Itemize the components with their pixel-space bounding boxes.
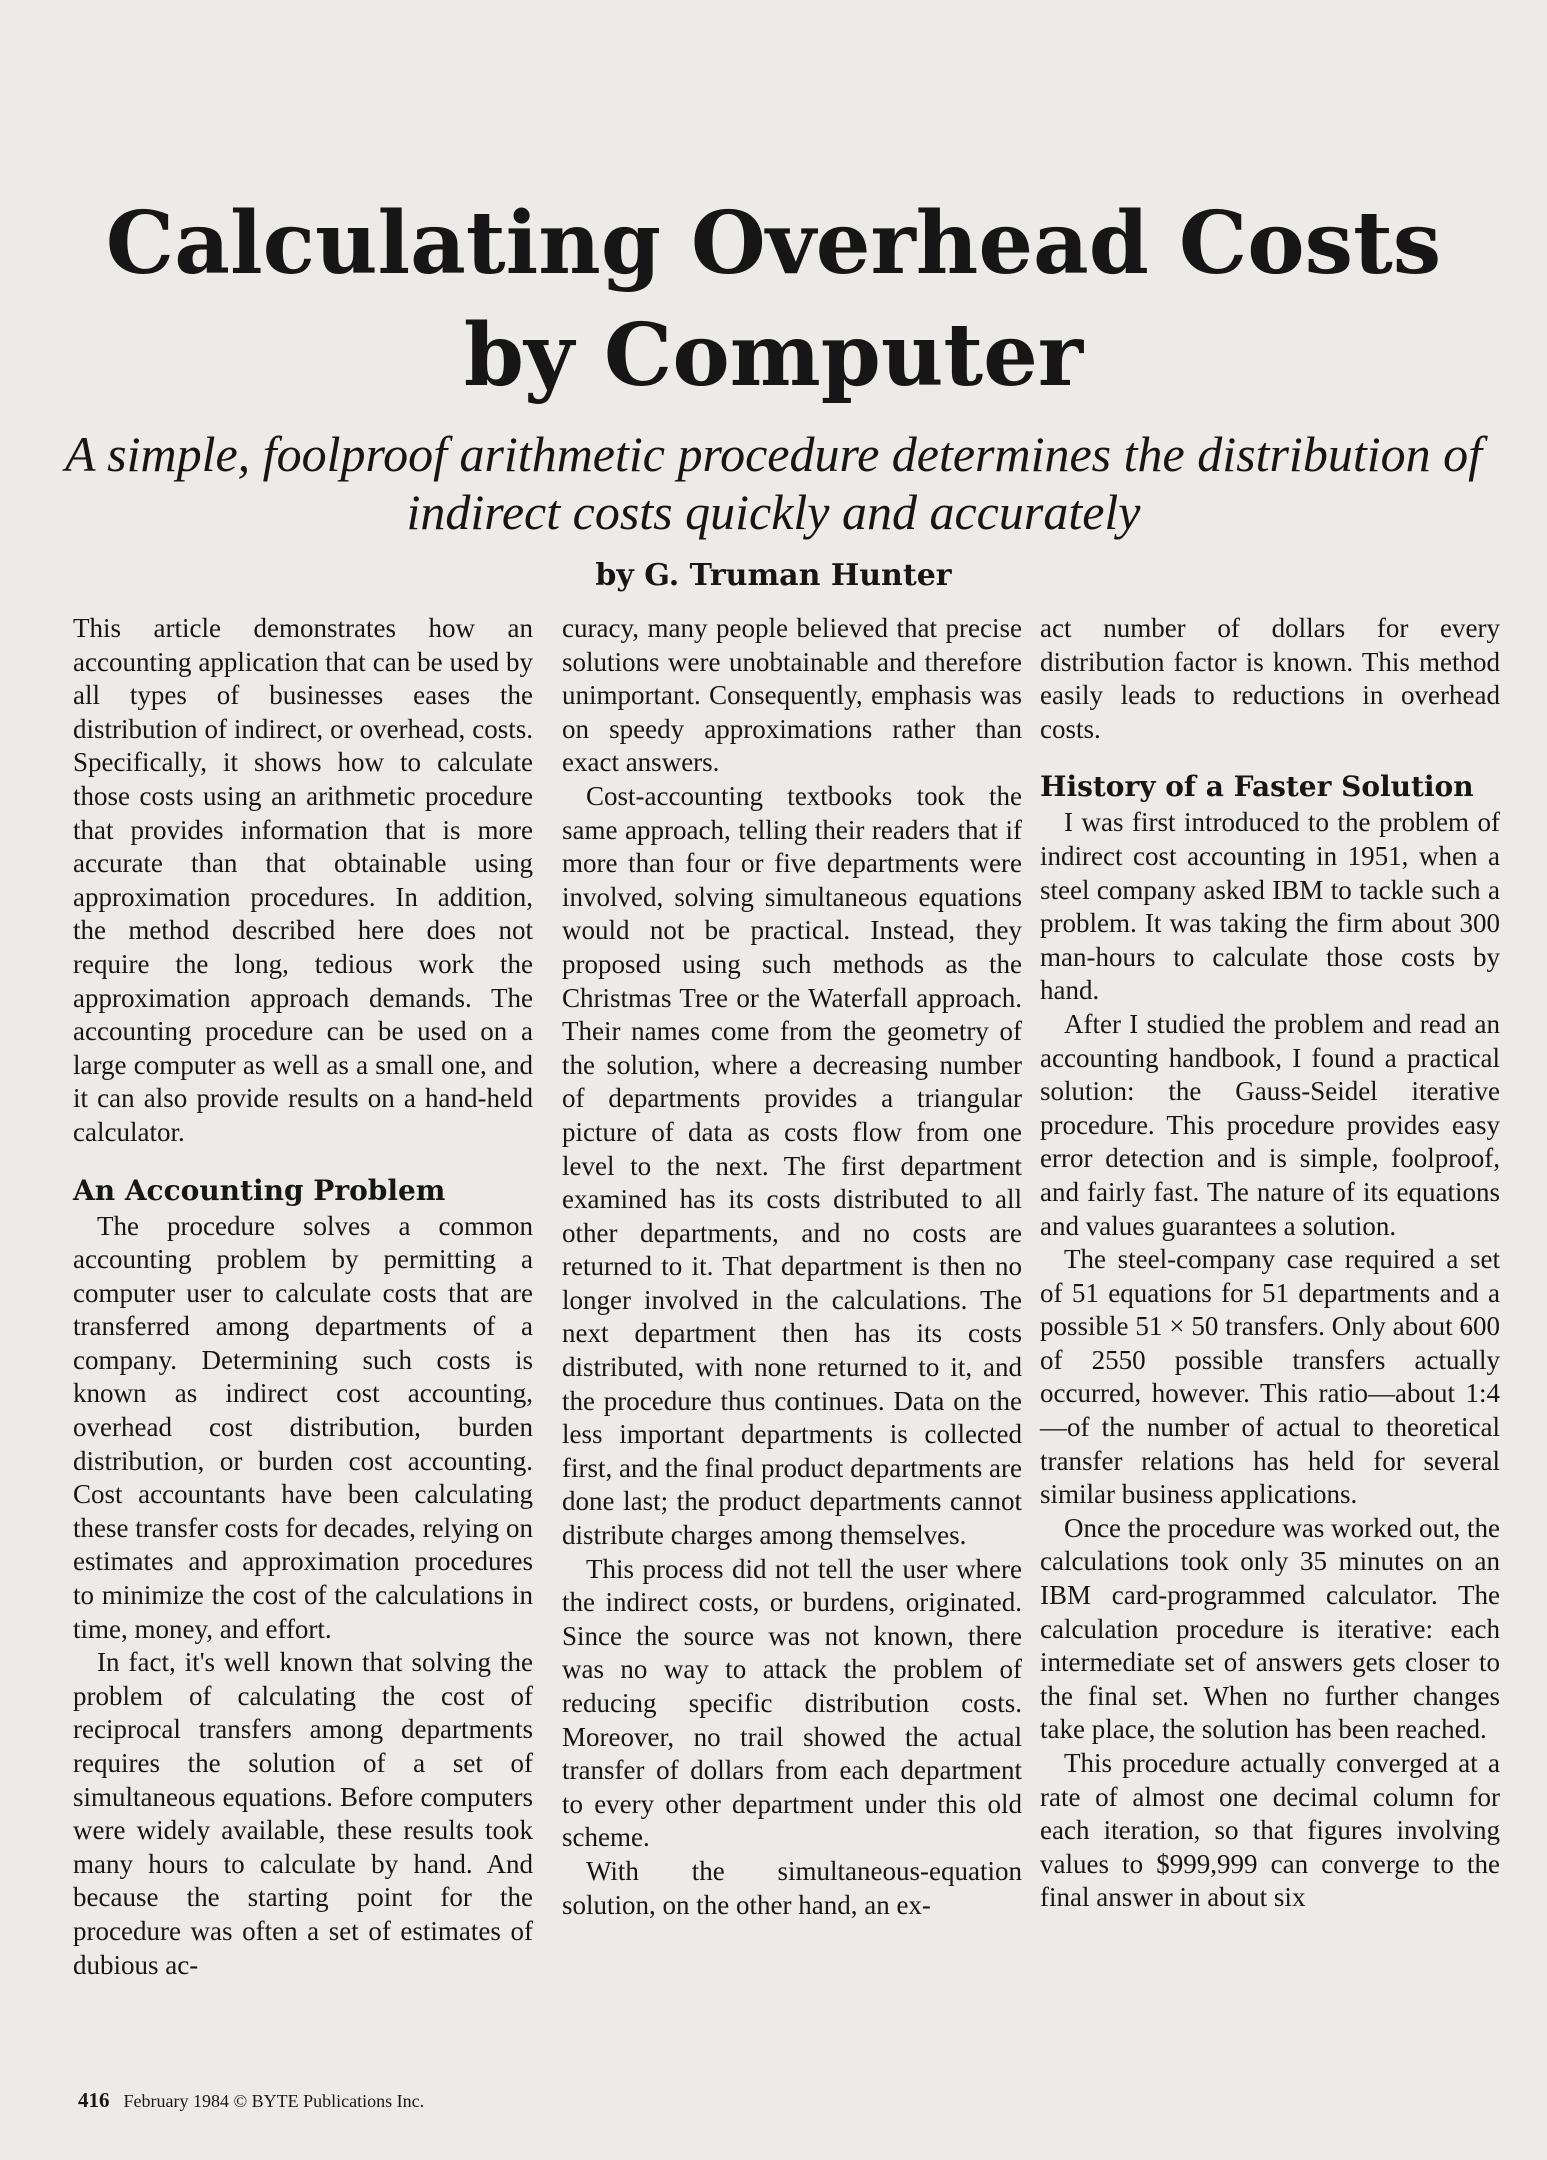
paragraph: Cost-accounting textbooks took the same approach, telling their readers that if more than four or five departments were involved, solving simultaneous equations would not be practical. Instead, they proposed using such methods as the Christmas Tree or the Waterfall approach. Their names come from the geometry of the solution, where a decreasing number of departments provides a triangular picture of data as costs flow from one level to the next. The first department examined has its costs distributed to all other departments, and no costs are returned to it. That department is then no longer involved in the calculations. The next department then has its costs distributed, with none returned to it, and the procedure thus continues. Data on the less important departments is collected first, and the final product departments are done last; the product departments cannot distribute charges among themselves. (562, 780, 1022, 1551)
article-subtitle: A simple, foolproof arithmetic procedure determines the distribution of indirect costs quickly and accurately (65, 426, 1482, 540)
paragraph: The steel-company case required a set of 51 equations for 51 departments and a possible 51 × 50 transfers. Only about 600 of 2550 possible transfers actually occurred, however. This ratio—about 1:4—of the number of actual to theoretical transfer relations has held for several similar business applications. (1040, 1244, 1500, 1510)
paragraph: In fact, it's well known that solving the problem of calculating the cost of reciprocal transfers among departments requires the solution of a set of simultaneous equations. Before computers were widely available, these results took many hours to calculate by hand. And because the starting point for the procedure was often a set of estimates of dubious ac- (73, 1647, 533, 1980)
text-column-2 (562, 612, 1022, 1922)
paragraph: This article demonstrates how an accounting application that can be used by all types of businesses eases the distribution of indirect, or overhead, costs. Specifically, it shows how to calculate those costs using an arithmetic procedure that provides information that is more accurate than that obtainable using approximation procedures. In addition, the method described here does not require the long, tedious work the approximation approach demands. The accounting procedure can be used on a large computer as well as a small one, and it can also provide results on a hand-held calculator. (73, 613, 533, 1147)
paragraph: This process did not tell the user where the indirect costs, or burdens, originated. Since the source was not known, there was no way to attack the problem of reducing specific distribution costs. Moreover, no trail showed the actual transfer of dollars from each department to every other department under this old scheme. (562, 1553, 1022, 1853)
paragraph: act number of dollars for every distribution factor is known. This method easily leads to reductions in overhead costs. (1040, 613, 1500, 744)
article-title: Calculating Overhead Costs by Computer (105, 193, 1442, 406)
paragraph: Once the procedure was worked out, the calculations took only 35 minutes on an IBM card-programmed calculator. The calculation procedure is iterative: each intermediate set of answers gets closer to the final set. When no further changes take place, the solution has been reached. (1040, 1512, 1500, 1745)
page-footer (78, 2088, 424, 2113)
paragraph: curacy, many people believed that precise solutions were unobtainable and therefore unimportant. Consequently, emphasis was on speedy approximations rather than exact answers. (562, 613, 1022, 778)
paragraph: I was first introduced to the problem of indirect cost accounting in 1951, when a steel company asked IBM to tackle such a problem. It was taking the firm about 300 man-hours to calculate those costs by hand. (1040, 807, 1500, 1006)
section-heading: An Accounting Problem (73, 1173, 446, 1207)
section-heading: History of a Faster Solution (1040, 770, 1474, 804)
paragraph: After I studied the problem and read an accounting handbook, I found a practical solution: the Gauss-Seidel iterative procedure. This procedure provides easy error detection and is simple, foolproof, and fairly fast. The nature of its equations and values guarantees a solution. (1040, 1008, 1500, 1241)
text-column-3 (1040, 612, 1500, 1915)
paragraph: This procedure actually converged at a rate of almost one decimal column for each iteration, so that figures involving values to $999,999 can converge to the final answer in about six (1040, 1748, 1500, 1913)
page-number: 416 (78, 2088, 110, 2112)
paragraph: The procedure solves a common accounting problem by permitting a computer user to calculate costs that are transferred among departments of a company. Determining such costs is known as indirect cost accounting, overhead cost distribution, burden distribution, or burden cost accounting. Cost accountants have been calculating these transfer costs for decades, relying on estimates and approximation procedures to minimize the cost of the calculations in time, money, and effort. (73, 1210, 533, 1644)
article-byline: by G. Truman Hunter (595, 558, 952, 593)
text-column-1 (73, 612, 533, 1982)
paragraph: With the simultaneous-equation solution, on the other hand, an ex- (562, 1855, 1022, 1920)
footer-line: February 1984 © BYTE Publications Inc. (123, 2091, 425, 2111)
